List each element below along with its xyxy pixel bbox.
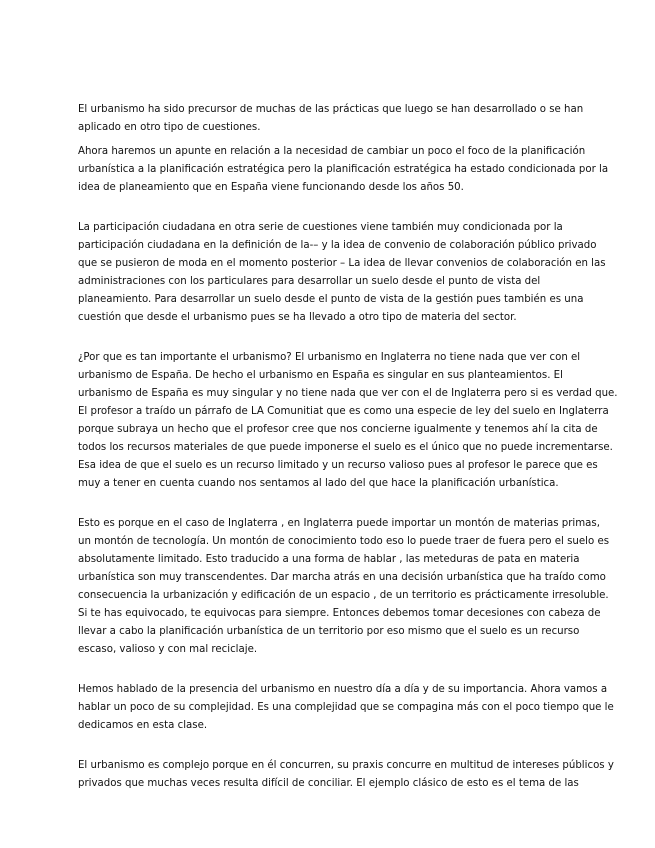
text-line: muy a tener en cuenta cuando nos sentamos al lado del que hace la planificación urbanística. [78, 478, 559, 489]
text-line: idea de planeamiento que en España viene funcionando desde los años 50. [78, 182, 464, 193]
text-line: cuestión que desde el urbanismo pues se ha llevado a otro tipo de materia del sector. [78, 312, 517, 323]
paragraph-spacer [78, 735, 578, 757]
paragraph-spacer [78, 197, 578, 219]
text-line: todos los recursos materiales de que puede imponerse el suelo es el único que no puede incrementarse. [78, 442, 613, 453]
text-line: porque subraya un hecho que el profesor cree que nos concierne igualmente y tenemos ahí la cita de [78, 424, 598, 435]
text-line: escaso, valioso y con mal reciclaje. [78, 644, 258, 655]
text-line: consecuencia la urbanización y edificación de un espacio , de un territorio es prácticamente irresoluble. [78, 590, 609, 601]
text-line: Hemos hablado de la presencia del urbanismo en nuestro día a día y de su importancia. Ahora vamos a [78, 684, 608, 695]
text-line: planeamiento. Para desarrollar un suelo desde el punto de vista de la gestión pues también es una [78, 294, 584, 305]
paragraph-7 [78, 757, 614, 793]
text-line: ¿Por que es tan importante el urbanismo? El urbanismo en Inglaterra no tiene nada que ver con el [78, 352, 581, 363]
paragraph-4 [78, 349, 618, 493]
paragraph-3 [78, 219, 606, 327]
text-line: urbanismo de España es muy singular y no tiene nada que ver con el de Inglaterra pero si es verdad que. [78, 388, 618, 399]
paragraph-5 [78, 515, 610, 659]
text-line: Ahora haremos un apunte en relación a la necesidad de cambiar un poco el foco de la planificación [78, 146, 586, 157]
text-line: Esa idea de que el suelo es un recurso limitado y un recurso valioso pues al profesor le parece que es [78, 460, 598, 471]
text-line: participación ciudadana en la definición de la-– y la idea de convenio de colaboración público privado [78, 240, 597, 251]
text-line: La participación ciudadana en otra serie de cuestiones viene también muy condicionada por la [78, 222, 563, 233]
paragraph-1 [78, 101, 584, 137]
text-line: urbanismo de España. De hecho el urbanismo en España es singular en sus planteamientos. El [78, 370, 563, 381]
text-line: que se pusieron de moda en el momento posterior – La idea de llevar convenios de colaboración en las [78, 258, 606, 269]
text-line: dedicamos en esta clase. [78, 720, 208, 731]
text-line: urbanística a la planificación estratégica pero la planificación estratégica ha estado condicionada por la [78, 164, 609, 175]
text-line: El urbanismo es complejo porque en él concurren, su praxis concurre en multitud de intereses públicos y [78, 760, 614, 771]
text-line: llevar a cabo la planificación urbanística de un territorio por eso mismo que el suelo es un recurso [78, 626, 580, 637]
text-line: Si te has equivocado, te equivocas para siempre. Entonces debemos tomar decesiones con cabeza de [78, 608, 601, 619]
text-line: privados que muchas veces resulta difícil de conciliar. El ejemplo clásico de esto es el tema de las [78, 778, 579, 789]
text-line: absolutamente limitado. Esto traducido a una forma de hablar , las meteduras de pata en materia [78, 554, 580, 565]
text-line: administraciones con los particulares para desarrollar un suelo desde el punto de vista del [78, 276, 541, 287]
paragraph-6 [78, 681, 614, 735]
document-body [78, 101, 618, 793]
text-line: urbanística son muy transcendentes. Dar marcha atrás en una decisión urbanística que ha traído como [78, 572, 606, 583]
text-line: El urbanismo ha sido precursor de muchas de las prácticas que luego se han desarrollado o se han [78, 104, 584, 115]
text-line: hablar un poco de su complejidad. Es una complejidad que se compagina más con el poco tiempo que le [78, 702, 614, 713]
paragraph-spacer [78, 659, 578, 681]
paragraph-spacer [78, 493, 578, 515]
text-line: un montón de tecnología. Un montón de conocimiento todo eso lo puede traer de fuera pero el suelo es [78, 536, 610, 547]
text-line: aplicado en otro tipo de cuestiones. [78, 122, 261, 133]
paragraph-spacer [78, 327, 578, 349]
text-line: El profesor a traído un párrafo de LA Comunitiat que es como una especie de ley del suelo en Inglaterra [78, 406, 609, 417]
paragraph-2 [78, 143, 609, 197]
text-line: Esto es porque en el caso de Inglaterra , en Inglaterra puede importar un montón de materias primas, [78, 518, 600, 529]
